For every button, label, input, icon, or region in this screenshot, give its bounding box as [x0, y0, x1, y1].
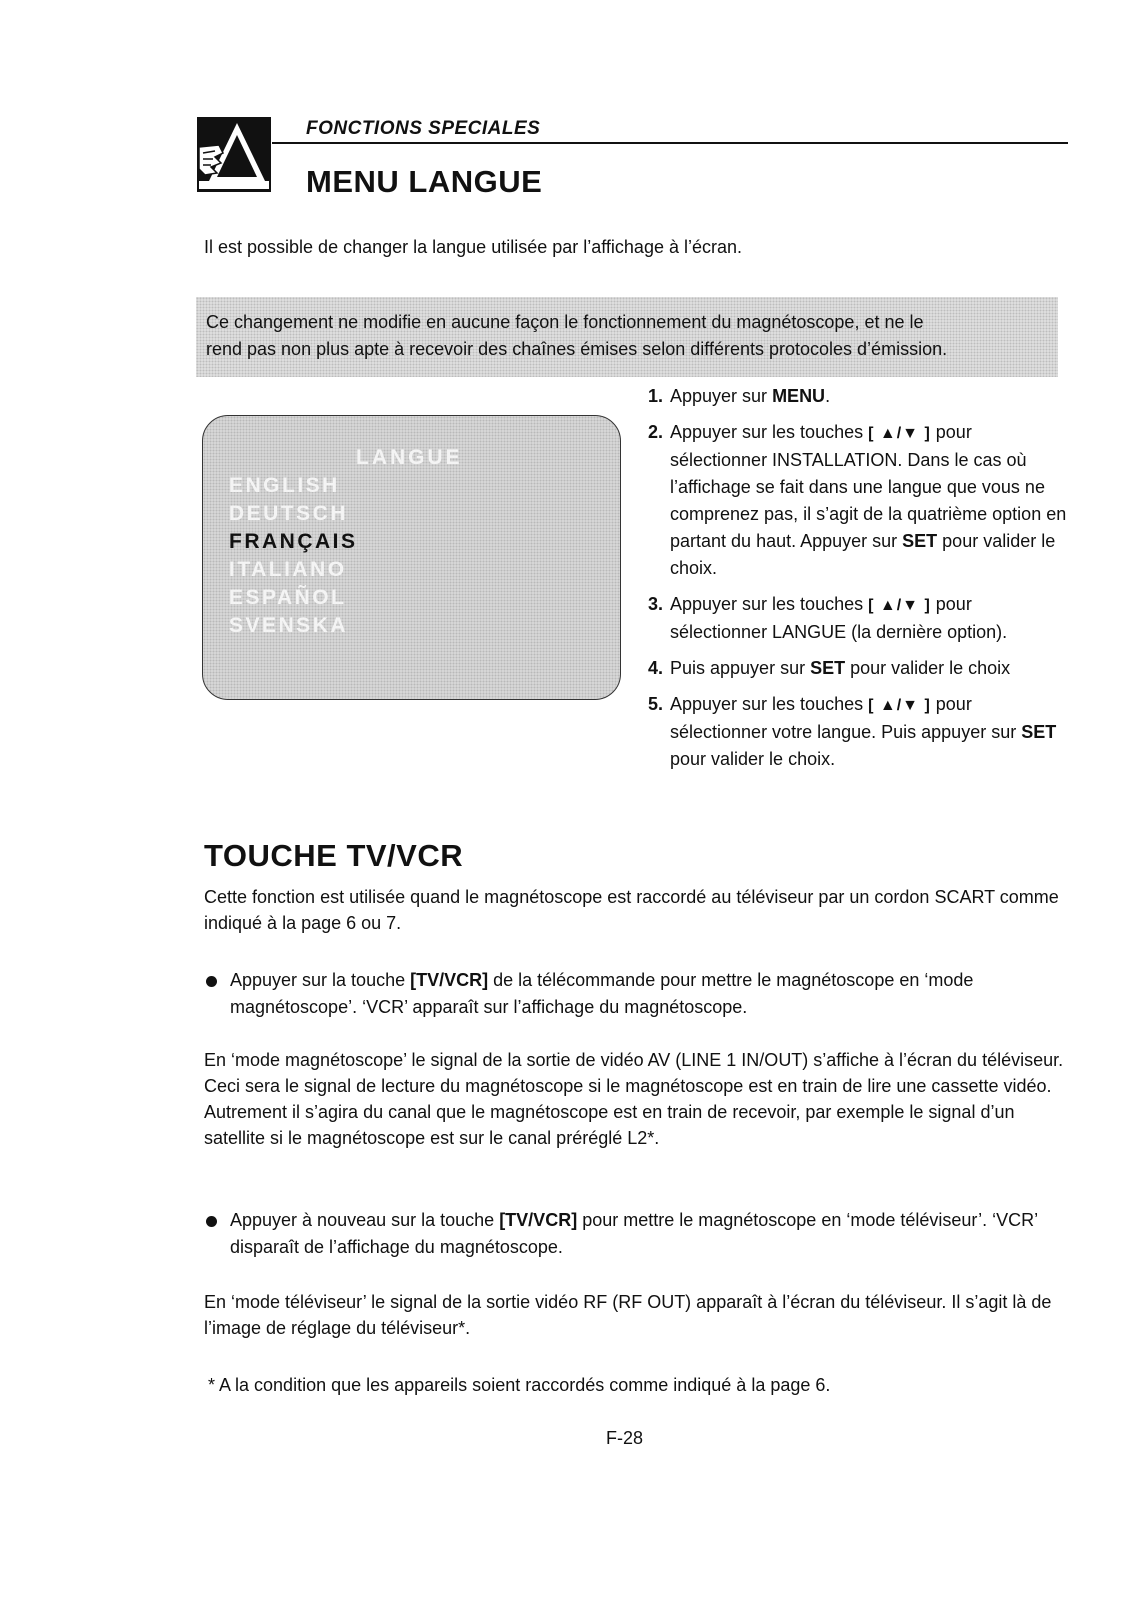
- step-text: Appuyer sur les touches: [670, 422, 869, 442]
- key-label: [TV/VCR]: [499, 1210, 578, 1230]
- step-3: [648, 591, 1068, 646]
- step-4: [648, 655, 1068, 682]
- step-text: pour sélectionner INSTALLATION. Dans le cas où l’affichage se fait dans une langue que vous ne comprenez pas, il s’agit de la quatrième option en partant du haut. Appuyer sur: [670, 422, 1067, 551]
- step-text: Puis appuyer sur: [670, 658, 811, 678]
- step-key: SET: [1021, 722, 1057, 742]
- page-number: F-28: [606, 1428, 644, 1448]
- step-1: [648, 383, 1068, 410]
- footnote: * A la condition que les appareils soient raccordés comme indiqué à la page 6.: [208, 1375, 831, 1395]
- step-number: 2.: [648, 422, 664, 442]
- page-title: MENU LANGUE: [306, 164, 543, 199]
- bullet-text: Appuyer sur la touche: [230, 970, 411, 990]
- bullet-icon: [206, 976, 217, 987]
- step-text: pour valider le choix: [845, 658, 1011, 678]
- step-text: Appuyer sur les touches: [670, 694, 869, 714]
- step-text: pour sélectionner LANGUE (la dernière option).: [670, 594, 1008, 642]
- menu-item-espanol: ESPAÑOL: [229, 586, 347, 609]
- hand-pointing-warning-icon: [197, 117, 271, 192]
- steps-list: [648, 383, 1068, 782]
- step-text: Appuyer sur les touches: [670, 594, 869, 614]
- paragraph-tv-mode: En ‘mode téléviseur’ le signal de la sortie vidéo RF (RF OUT) apparaît à l’écran du téléviseur. Il s’agit là de l’image de réglage du téléviseur*.: [204, 1292, 1052, 1338]
- step-text: pour valider le choix.: [670, 749, 836, 769]
- step-5: [648, 691, 1068, 773]
- up-down-arrows-icon: [ ▲/▼ ]: [868, 597, 931, 614]
- step-2: [648, 419, 1068, 582]
- step-text: .: [825, 386, 831, 406]
- step-number: 5.: [648, 694, 664, 714]
- up-down-arrows-icon: [ ▲/▼ ]: [868, 697, 931, 714]
- step-number: 4.: [648, 658, 664, 678]
- step-number: 1.: [648, 386, 664, 406]
- intro-text: Il est possible de changer la langue utilisée par l’affichage à l’écran.: [204, 237, 743, 257]
- bullet-icon: [206, 1216, 217, 1227]
- note-line-1: Ce changement ne modifie en aucune façon le fonctionnement du magnétoscope, et ne le: [206, 312, 924, 332]
- step-key: MENU: [772, 386, 826, 406]
- bullet-text: de la télécommande pour mettre le magnétoscope en ‘mode magnétoscope’. ‘VCR’ apparaît sur l’affichage du magnétoscope.: [230, 970, 974, 1017]
- note-line-2: rend pas non plus apte à recevoir des chaînes émises selon différents protocoles d’émission.: [206, 339, 948, 359]
- menu-item-francais: FRANÇAIS: [229, 530, 358, 553]
- note-box: [196, 297, 1058, 377]
- bullet-item-vcr-mode: [204, 967, 1064, 1021]
- step-text: pour sélectionner votre langue. Puis appuyer sur: [670, 694, 1022, 742]
- menu-item-deutsch: DEUTSCH: [229, 502, 349, 525]
- menu-item-italiano: ITALIANO: [229, 558, 347, 581]
- menu-item-svenska: SVENSKA: [229, 614, 349, 637]
- paragraph-vcr-mode: En ‘mode magnétoscope’ le signal de la sortie de vidéo AV (LINE 1 IN/OUT) s’affiche à l’écran du téléviseur. Ceci sera le signal de lecture du magnétoscope si le magnétoscope est en train de lire une cassette vidéo. Autrement il s’agira du canal que le magnétoscope est en train de recevoir, par exemple le signal d’un satellite si le magnétoscope est sur le canal préréglé L2*.: [204, 1050, 1064, 1148]
- step-number: 3.: [648, 594, 664, 614]
- menu-title: LANGUE: [356, 446, 463, 469]
- key-label: [TV/VCR]: [410, 970, 489, 990]
- bullet-item-tv-mode: [204, 1207, 1064, 1261]
- section-label: FONCTIONS SPECIALES: [306, 118, 541, 139]
- step-text: Appuyer sur: [670, 386, 773, 406]
- bullet-text: pour mettre le magnétoscope en ‘mode téléviseur’. ‘VCR’ disparaît de l’affichage du magnétoscope.: [230, 1210, 1038, 1257]
- section-heading: TOUCHE TV/VCR: [204, 838, 464, 873]
- step-text: pour valider le choix.: [670, 531, 1056, 578]
- up-down-arrows-icon: [ ▲/▼ ]: [868, 425, 931, 442]
- bullet-text: Appuyer à nouveau sur la touche: [230, 1210, 500, 1230]
- header-rule: [272, 142, 1068, 144]
- paragraph-intro: Cette fonction est utilisée quand le magnétoscope est raccordé au téléviseur par un cordon SCART comme indiqué à la page 6 ou 7.: [204, 887, 1059, 933]
- step-key: SET: [810, 658, 846, 678]
- menu-item-english: ENGLISH: [229, 474, 340, 497]
- step-key: SET: [902, 531, 938, 551]
